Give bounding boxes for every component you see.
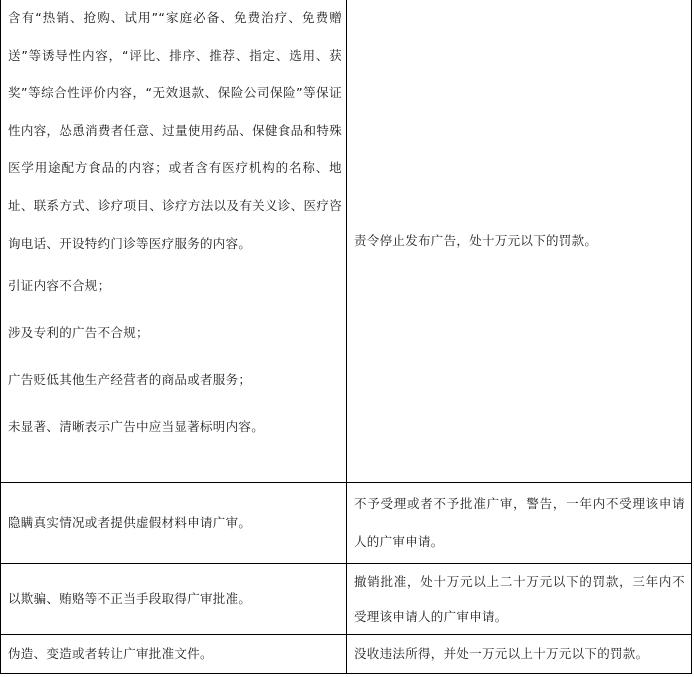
penalty-cell	[347, 0, 692, 483]
penalty-text: 不予受理或者不予批准广审，警告，一年内不受理该申请人的广审申请。	[354, 496, 685, 549]
table-row	[1, 564, 692, 635]
penalty-cell	[347, 635, 692, 674]
violation-text: 伪造、变造或者转让广审批准文件。	[8, 646, 213, 661]
violation-cell	[1, 483, 347, 564]
violation-item: 未显著、清晰表示广告中应当显著标明内容。	[8, 419, 265, 435]
violation-cell	[1, 635, 347, 674]
penalty-cell	[347, 564, 692, 635]
penalty-cell	[347, 483, 692, 564]
penalty-text: 没收违法所得，并处一万元以上十万元以下的罚款。	[354, 646, 649, 661]
violation-text: 隐瞒真实情况或者提供虚假材料申请广审。	[8, 515, 252, 530]
violation-item: 引证内容不合规；	[8, 278, 111, 294]
table-row	[1, 635, 692, 674]
violation-item: 广告贬低其他生产经营者的商品或者服务；	[8, 372, 252, 388]
table-row	[1, 483, 692, 564]
violation-item: 涉及专利的广告不合规；	[8, 325, 149, 341]
penalty-text: 撤销批准，处十万元以上二十万元以下的罚款，三年内不受理该申请人的广审申请。	[354, 574, 685, 624]
violation-text: 以欺骗、贿赂等不正当手段取得广审批准。	[8, 591, 252, 606]
penalty-text: 责令停止发布广告，处十万元以下的罚款。	[354, 232, 598, 248]
violation-cell	[1, 0, 347, 483]
violation-cell	[1, 564, 347, 635]
table-row	[1, 0, 692, 483]
violation-text: 含有“热销、抢购、试用”“家庭必备、免费治疗、免费赠送”等诱导性内容，“评比、排序、推荐、指定、选用、获奖”等综合性评价内容，“无效退款、保险公司保险”等保证性内容，怂恿消费者任意、过量使用药品、保健食品和特殊医学用途配方食品的内容；或者含有医疗机构的名称、地址、联系方式、诊疗项目、诊疗方法以及有关义诊、医疗咨询电话、开设特约门诊等医疗服务的内容。	[8, 10, 342, 251]
